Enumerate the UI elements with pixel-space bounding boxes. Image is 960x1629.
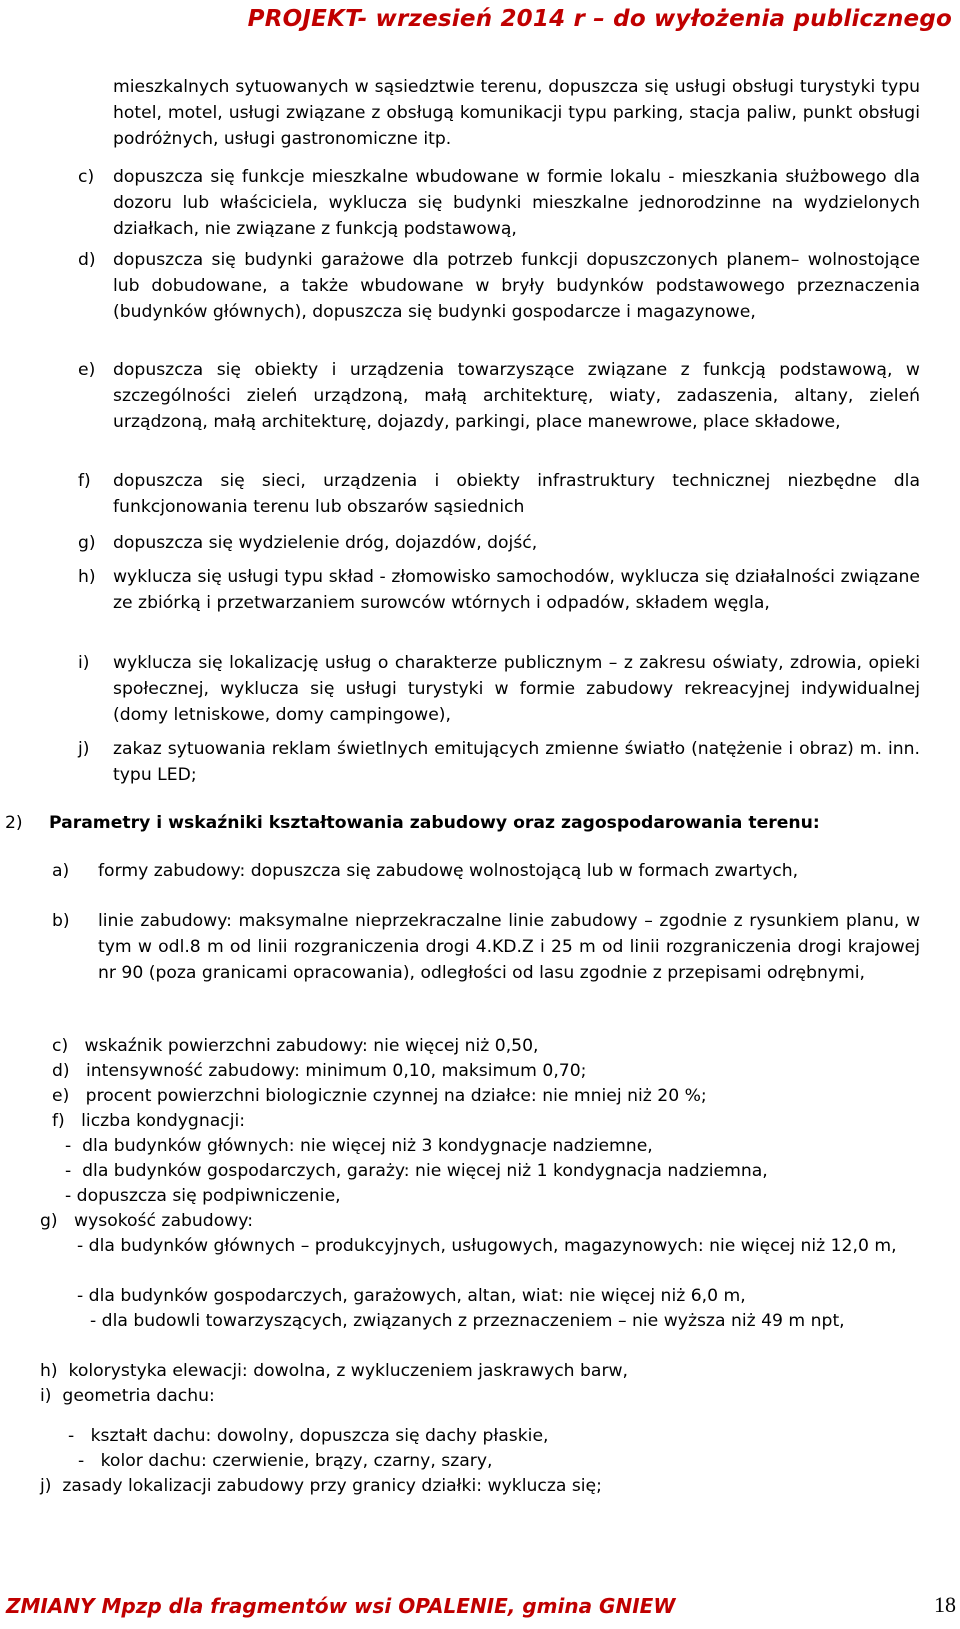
param-c: c) wskaźnik powierzchni zabudowy: nie więcej niż 0,50, [52, 1036, 539, 1056]
item-j-label: j) [78, 739, 90, 759]
item-f-text: dopuszcza się sieci, urządzenia i obiekty infrastruktury technicznej niezbędne dla funkcjonowania terenu lub obszarów sąsiednich [113, 471, 920, 517]
param-a-text: formy zabudowy: dopuszcza się zabudowę wolnostojącą lub w formach zwartych, [98, 861, 799, 881]
item-d-label: d) [78, 250, 96, 270]
param-j: j) zasady lokalizacji zabudowy przy granicy działki: wyklucza się; [40, 1476, 602, 1496]
param-h: h) kolorystyka elewacji: dowolna, z wykluczeniem jaskrawych barw, [40, 1361, 629, 1381]
param-g-item-3: - dla budowli towarzyszących, związanych z przeznaczeniem – nie wyższa niż 49 m npt, [90, 1311, 845, 1331]
param-f-item-2: - dla budynków gospodarczych, garaży: nie więcej niż 1 kondygnacja nadziemna, [65, 1161, 768, 1181]
item-c-label: c) [78, 167, 95, 187]
param-i-item-1: - kształt dachu: dowolny, dopuszcza się dachy płaskie, [68, 1426, 549, 1446]
item-c-text: dopuszcza się funkcje mieszkalne wbudowane w formie lokalu - mieszkania służbowego dla dozoru lub właściciela, wyklucza się budynki mieszkalne jednorodzinne na wydzielonych działkach, nie związane z funkcją podstawową, [113, 167, 920, 239]
param-a-label: a) [52, 861, 70, 881]
param-g: g) wysokość zabudowy: [40, 1211, 253, 1231]
item-h-label: h) [78, 567, 96, 587]
item-h-text: wyklucza się usługi typu skład - złomowisko samochodów, wyklucza się działalności związane ze zbiórką i przetwarzaniem surowców wtórnych i odpadów, składem węgla, [113, 567, 920, 613]
item-f-label: f) [78, 471, 91, 491]
item-d-text: dopuszcza się budynki garażowe dla potrzeb funkcji dopuszczonych planem– wolnostojące lub dobudowane, a także wbudowane w bryły budynków podstawowego przeznaczenia (budynków głównych), dopuszcza się budynki gospodarcze i magazynowe, [113, 250, 920, 322]
page-number: 18 [934, 1592, 956, 1617]
param-g-item-2: - dla budynków gospodarczych, garażowych, altan, wiat: nie więcej niż 6,0 m, [77, 1286, 746, 1306]
param-i: i) geometria dachu: [40, 1386, 215, 1406]
document-header: PROJEKT- wrzesień 2014 r – do wyłożenia publicznego [247, 6, 952, 32]
param-f: f) liczba kondygnacji: [52, 1111, 246, 1131]
param-g-item-1: - dla budynków głównych – produkcyjnych, usługowych, magazynowych: nie więcej niż 12,0 m, [77, 1236, 897, 1256]
item-i-text: wyklucza się lokalizację usług o charakterze publicznym – z zakresu oświaty, zdrowia, opieki społecznej, wyklucza się usługi turystyki w formie zabudowy rekreacyjnej indywidualnej (domy letniskowe, domy campingowe), [113, 653, 920, 725]
item-g-text: dopuszcza się wydzielenie dróg, dojazdów, dojść, [113, 533, 538, 553]
param-b-text: linie zabudowy: maksymalne nieprzekraczalne linie zabudowy – zgodnie z rysunkiem planu, w tym w odl.8 m od linii rozgraniczenia drogi 4.KD.Z i 25 m od linii rozgraniczenia drogi krajowej nr 90 (poza granicami opracowania), odległości od lasu zgodnie z przepisami odrębnymi, [98, 911, 920, 983]
intro-paragraph: mieszkalnych sytuowanych w sąsiedztwie terenu, dopuszcza się usługi obsługi turystyki typu hotel, motel, usługi związane z obsługą komunikacji typu parking, stacja paliw, punkt obsługi podróżnych, usługi gastronomiczne itp. [113, 77, 920, 149]
section2-title: Parametry i wskaźniki kształtowania zabudowy oraz zagospodarowania terenu: [49, 813, 820, 833]
item-j-text: zakaz sytuowania reklam świetlnych emitujących zmienne światło (natężenie i obraz) m. inn. typu LED; [113, 739, 920, 785]
item-i-label: i) [78, 653, 90, 673]
item-g-label: g) [78, 533, 96, 553]
param-f-item-1: - dla budynków głównych: nie więcej niż 3 kondygnacje nadziemne, [65, 1136, 653, 1156]
item-e-text: dopuszcza się obiekty i urządzenia towarzyszące związane z funkcją podstawową, w szczególności zieleń urządzoną, małą architekturę, wiaty, zadaszenia, altany, zieleń urządzoną, małą architekturę, dojazdy, parkingi, place manewrowe, place składowe, [113, 360, 920, 432]
param-f-item-3: - dopuszcza się podpiwniczenie, [65, 1186, 341, 1206]
param-b-label: b) [52, 911, 70, 931]
document-footer: ZMIANY Mpzp dla fragmentów wsi OPALENIE, gmina GNIEW [6, 1594, 676, 1618]
section2-number: 2) [5, 813, 23, 833]
item-e-label: e) [78, 360, 96, 380]
param-e: e) procent powierzchni biologicznie czynnej na działce: nie mniej niż 20 %; [52, 1086, 707, 1106]
param-i-item-2: - kolor dachu: czerwienie, brązy, czarny, szary, [78, 1451, 493, 1471]
param-d: d) intensywność zabudowy: minimum 0,10, maksimum 0,70; [52, 1061, 587, 1081]
